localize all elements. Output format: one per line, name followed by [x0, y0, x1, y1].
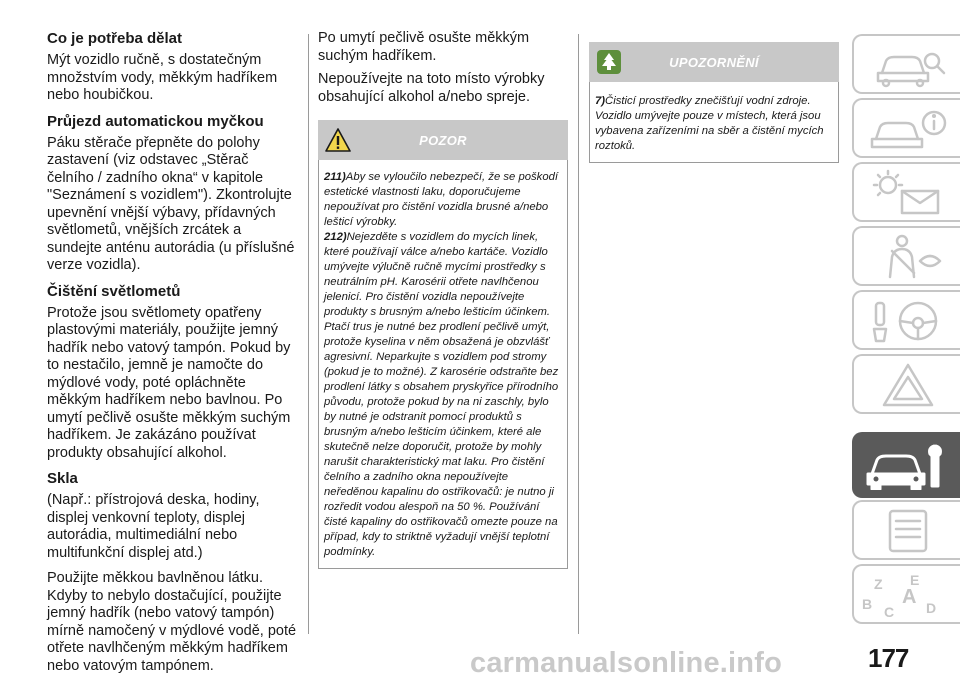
note-number: 7)	[595, 95, 606, 107]
tab-letter: A	[902, 586, 917, 608]
watermark: carmanualsonline.info	[470, 647, 782, 678]
tab-letter: E	[910, 572, 920, 588]
note-number: 211)	[324, 171, 346, 183]
body-text: Nepoužívejte na toto místo výrobky obsahující alkohol a/nebo spreje.	[318, 71, 545, 105]
warning-header	[318, 120, 568, 160]
note-text: Čisticí prostředky znečišťují vodní zdroje. Vozidlo umývejte pouze v místech, která jsou vybavena zařízeními na sběr a čistění mycích roztoků.	[595, 95, 824, 152]
section-heading: Co je potřeba dělat	[47, 30, 183, 47]
body-text: (Např.: přístrojová deska, hodiny, displej venkovní teploty, displej autorádia, multimediální nebo multifunkční displej atd.)	[47, 492, 260, 561]
notice-title: UPOZORNĚNÍ	[669, 54, 759, 70]
seatbelt-icon	[862, 233, 954, 281]
column-divider	[308, 34, 309, 634]
page-number: 177	[868, 643, 909, 673]
right-column	[589, 42, 839, 163]
tab-car-info[interactable]	[852, 98, 960, 158]
section-heading: Čištění světlometů	[47, 282, 181, 300]
car-wrench-icon	[862, 442, 954, 490]
warning-title: POZOR	[419, 132, 467, 148]
middle-column	[318, 30, 568, 569]
section-heading: Průjezd automatickou myčkou	[47, 112, 264, 130]
body-text: Po umytí pečlivě osušte měkkým suchým hadříkem.	[318, 30, 530, 64]
tab-letter: B	[862, 596, 873, 612]
tab-lights-message[interactable]	[852, 162, 960, 222]
body-text: Páku stěrače přepněte do polohy zastavení (viz odstavec „Stěrač čelního / zadního okna“ v kapitole "Seznámení s vozidlem"). Zkontrolujte upevnění vnější výbavy, přídavných světlometů, vnějších zrcátek a sundejte anténu autorádia (u příslušné verze vozidla).	[47, 134, 295, 273]
notice-header	[589, 42, 839, 82]
lights-message-icon	[862, 169, 954, 217]
warning-triangle-icon	[325, 127, 351, 153]
body-text: Protože jsou světlomety opatřeny plastovými materiály, použijte jemný hadřík nebo vatový tampón. Pokud by to nestačilo, jemně je namočte do mýdlové vody, poté opláchněte měkkým hadříkem nebo bavlnou. Po umytí pečlivě osušte měkkým suchým hadříkem. Je zakázáno používat produkty obsahující alkohol.	[47, 304, 291, 461]
tab-emergency[interactable]	[852, 354, 960, 414]
warning-triangle-tab-icon	[862, 361, 954, 409]
tab-maintenance[interactable]	[852, 432, 960, 498]
note-text: Aby se vyloučilo nebezpečí, že se poškodí estetické vlastnosti laku, doporučujeme nepoužívat pro čistění vozidla brusné a/nebo lešticí výrobky.	[324, 171, 559, 228]
tab-technical-data[interactable]	[852, 500, 960, 560]
left-column	[47, 30, 299, 678]
index-letters-icon	[862, 571, 954, 619]
notice-body	[589, 82, 839, 163]
tab-safety[interactable]	[852, 226, 960, 286]
note-text: Nejezděte s vozidlem do mycích linek, které používají válce a/nebo kartáče. Vozidlo umývejte výlučně ručně mycími prostředky s neutrálním pH. Karosérii otřete navlhčenou jelenicí. Pro čistění vozidla nepoužívejte produkty s brusným a/nebo lešticím účinkem. Ptačí trus je nutné bez prodlení pečlivě umýt, protože kyselina v něm obsažená je obzvlášť agresivní. Neparkujte s vozidlem pod stromy (pokud je to možné). Z karosérie odstraňte bez prodlení látky s obsahem pryskyřice přírodního původu, protože pokud by na ni zaschly, bylo by nutné je odstranit pomocí produktů s brusným a/nebo lešticím účinkem, které ale skutečně nelze doporučit, protože by mohly narušit charakteristický mat laku. Pro čistění čelního a zadního okna nepoužívejte neředěnou kapalinu do ostřikovačů: je nutno ji rozředit vodou alespoň na 50 %. Používání čisté kapaliny do ostřikovačů omezte pouze na případ, kdy to striktně vyžadují vnější teplotní podmínky.	[324, 231, 559, 558]
notice-box	[589, 42, 839, 163]
tab-index[interactable]	[852, 564, 960, 624]
warning-box	[318, 120, 568, 569]
tab-letter: C	[884, 604, 895, 619]
car-info-icon	[862, 105, 954, 153]
tab-letter: D	[926, 600, 937, 616]
environment-tree-icon	[596, 49, 622, 75]
body-text: Mýt vozidlo ručně, s dostatečným množstvím vody, měkkým hadříkem nebo houbičkou.	[47, 52, 278, 103]
steering-wheel-icon	[862, 297, 954, 345]
note-number: 212)	[324, 231, 347, 243]
warning-body	[318, 160, 568, 569]
car-search-icon	[862, 41, 954, 89]
tab-car-search[interactable]	[852, 34, 960, 94]
body-text: Použijte měkkou bavlněnou látku. Kdyby to nebylo dostačující, použijte jemný hadřík (nebo vatový tampón) mírně namočený v mýdlové vodě, poté otřete navlhčeným měkkým hadříkem nebo vatovým tampónem.	[47, 570, 297, 674]
tab-letter: Z	[874, 576, 883, 592]
column-divider	[578, 34, 579, 634]
section-heading: Skla	[47, 470, 78, 487]
tab-driving[interactable]	[852, 290, 960, 350]
service-list-icon	[862, 507, 954, 555]
